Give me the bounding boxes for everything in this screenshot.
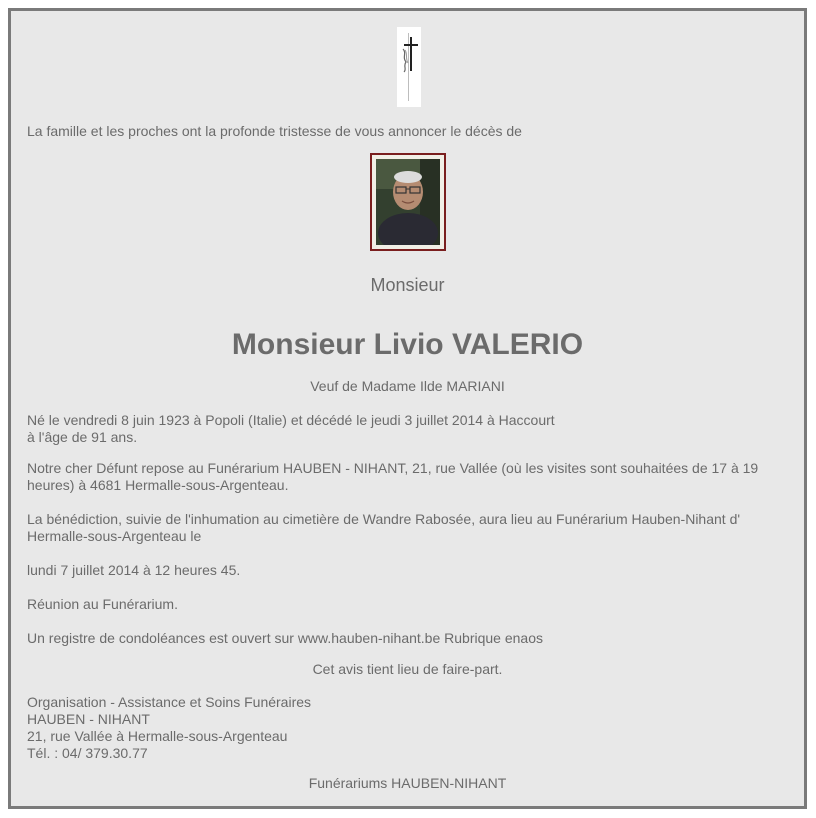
age-line: à l'âge de 91 ans. bbox=[27, 429, 138, 445]
birth-death-line: Né le vendredi 8 juin 1923 à Popoli (Italie) et décédé le jeudi 3 juillet 2014 à Haccourt bbox=[27, 412, 555, 428]
ceremony-date: lundi 7 juillet 2014 à 12 heures 45. bbox=[27, 562, 241, 578]
repose-text: Notre cher Défunt repose au Funérarium HAUBEN - NIHANT, 21, rue Vallée (où les visites sont souhaitées de 17 à 19 heures) à 4681 Hermalle-sous-Argenteau. bbox=[27, 460, 759, 493]
intro-text: La famille et les proches ont la profonde tristesse de vous annoncer le décès de bbox=[27, 123, 522, 139]
obituary-card bbox=[8, 8, 807, 809]
portrait-frame bbox=[370, 153, 446, 251]
notice-text: Cet avis tient lieu de faire-part. bbox=[312, 661, 503, 677]
register-text: Un registre de condoléances est ouvert sur www.hauben-nihant.be Rubrique enaos bbox=[27, 630, 543, 646]
reunion-text: Réunion au Funérarium. bbox=[27, 596, 178, 612]
deceased-name: Monsieur Livio VALERIO bbox=[231, 328, 584, 361]
honorific: Monsieur bbox=[370, 275, 445, 295]
organisation-line: Organisation - Assistance et Soins Funéraires bbox=[27, 694, 312, 710]
organisation-address: 21, rue Vallée à Hermalle-sous-Argenteau bbox=[27, 728, 288, 744]
spouse-line: Veuf de Madame Ilde MARIANI bbox=[310, 378, 505, 394]
organisation-name: HAUBEN - NIHANT bbox=[27, 711, 150, 727]
cross-emblem bbox=[397, 27, 421, 107]
footer-text: Funérariums HAUBEN-NIHANT bbox=[308, 775, 507, 791]
organisation-block bbox=[27, 694, 311, 762]
organisation-phone: Tél. : 04/ 379.30.77 bbox=[27, 745, 148, 761]
birth-death-block bbox=[27, 412, 555, 446]
cross-icon bbox=[397, 27, 421, 107]
portrait-photo bbox=[376, 159, 440, 245]
ceremony-text: La bénédiction, suivie de l'inhumation au cimetière de Wandre Rabosée, aura lieu au Funérarium Hauben-Nihant d' Hermalle-sous-Argenteau le bbox=[27, 511, 741, 544]
